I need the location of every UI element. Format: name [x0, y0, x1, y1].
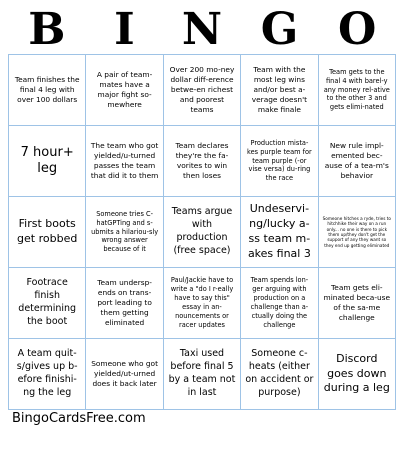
- bingo-cell[interactable]: A team quit-s/gives up b-efore finishi-ng the leg: [9, 339, 86, 410]
- bingo-cell[interactable]: Someone who got yielded/ut-urned does it back later: [86, 339, 163, 410]
- bingo-cell[interactable]: Paul/Jackie have to write a "do I r-eally have to say this" essay in an-nouncements or racer updates: [164, 268, 241, 339]
- bingo-cell[interactable]: Team gets eli-minated beca-use of the sa-me challenge: [319, 268, 396, 339]
- bingo-cell[interactable]: Team finishes the final 4 leg with over 100 dollars: [9, 55, 86, 126]
- bingo-cell[interactable]: Team spends lon-ger arguing with production on a challenge than a-ctually doing the challenge: [241, 268, 318, 339]
- site-credit: BingoCardsFree.com: [12, 411, 146, 426]
- bingo-cell[interactable]: Over 200 mo-ney dollar diff-erence betwe-en richest and poorest teams: [164, 55, 241, 126]
- bingo-cell[interactable]: Team with the most leg wins and/or best a-verage doesn't make finale: [241, 55, 318, 126]
- header-letter-g: G: [260, 4, 299, 55]
- bingo-cell[interactable]: Discord goes down during a leg: [319, 339, 396, 410]
- bingo-cell[interactable]: Undeservi-ng/lucky a-ss team m-akes final 3: [241, 197, 318, 268]
- header-letter-b: B: [28, 4, 66, 55]
- bingo-cell[interactable]: The team who got yielded/u-turned passes the team that did it to them: [86, 126, 163, 197]
- bingo-header: [8, 6, 396, 54]
- header-letter-o: O: [338, 4, 377, 55]
- bingo-cell[interactable]: Someone hitches a ryde, tries to hitchhike their way on a run only... no one is there to pick them up/they don't get the support of any they want so they end up getting eliminated: [319, 197, 396, 268]
- bingo-grid: [8, 54, 396, 410]
- bingo-cell[interactable]: Someone tries C-hatGPTing and s-ubmits a hilariou-sly wrong answer because of it: [86, 197, 163, 268]
- bingo-cell[interactable]: 7 hour+ leg: [9, 126, 86, 197]
- bingo-cell[interactable]: Footrace finish determining the boot: [9, 268, 86, 339]
- bingo-cell[interactable]: First boots get robbed: [9, 197, 86, 268]
- bingo-cell[interactable]: A pair of team-mates have a major fight so-mewhere: [86, 55, 163, 126]
- bingo-cell[interactable]: Teams argue with production (free space): [164, 197, 241, 268]
- bingo-cell[interactable]: Team gets to the final 4 with barel-y any money rel-ative to the other 3 and gets elimi-nated: [319, 55, 396, 126]
- bingo-cell[interactable]: Production mista-kes purple team for team purple (-or vise versa) du-ring the race: [241, 126, 318, 197]
- bingo-cell[interactable]: Taxi used before final 5 by a team not in last: [164, 339, 241, 410]
- bingo-cell[interactable]: Team declares they're the fa-vorites to win then loses: [164, 126, 241, 197]
- bingo-cell[interactable]: New rule impl-emented bec-ause of a tea-m's behavior: [319, 126, 396, 197]
- header-letter-n: N: [181, 4, 223, 55]
- bingo-cell[interactable]: Someone c-heats (either on accident or purpose): [241, 339, 318, 410]
- bingo-cell[interactable]: Team undersp-ends on trans-port leading to them getting eliminated: [86, 268, 163, 339]
- header-letter-i: I: [114, 4, 135, 55]
